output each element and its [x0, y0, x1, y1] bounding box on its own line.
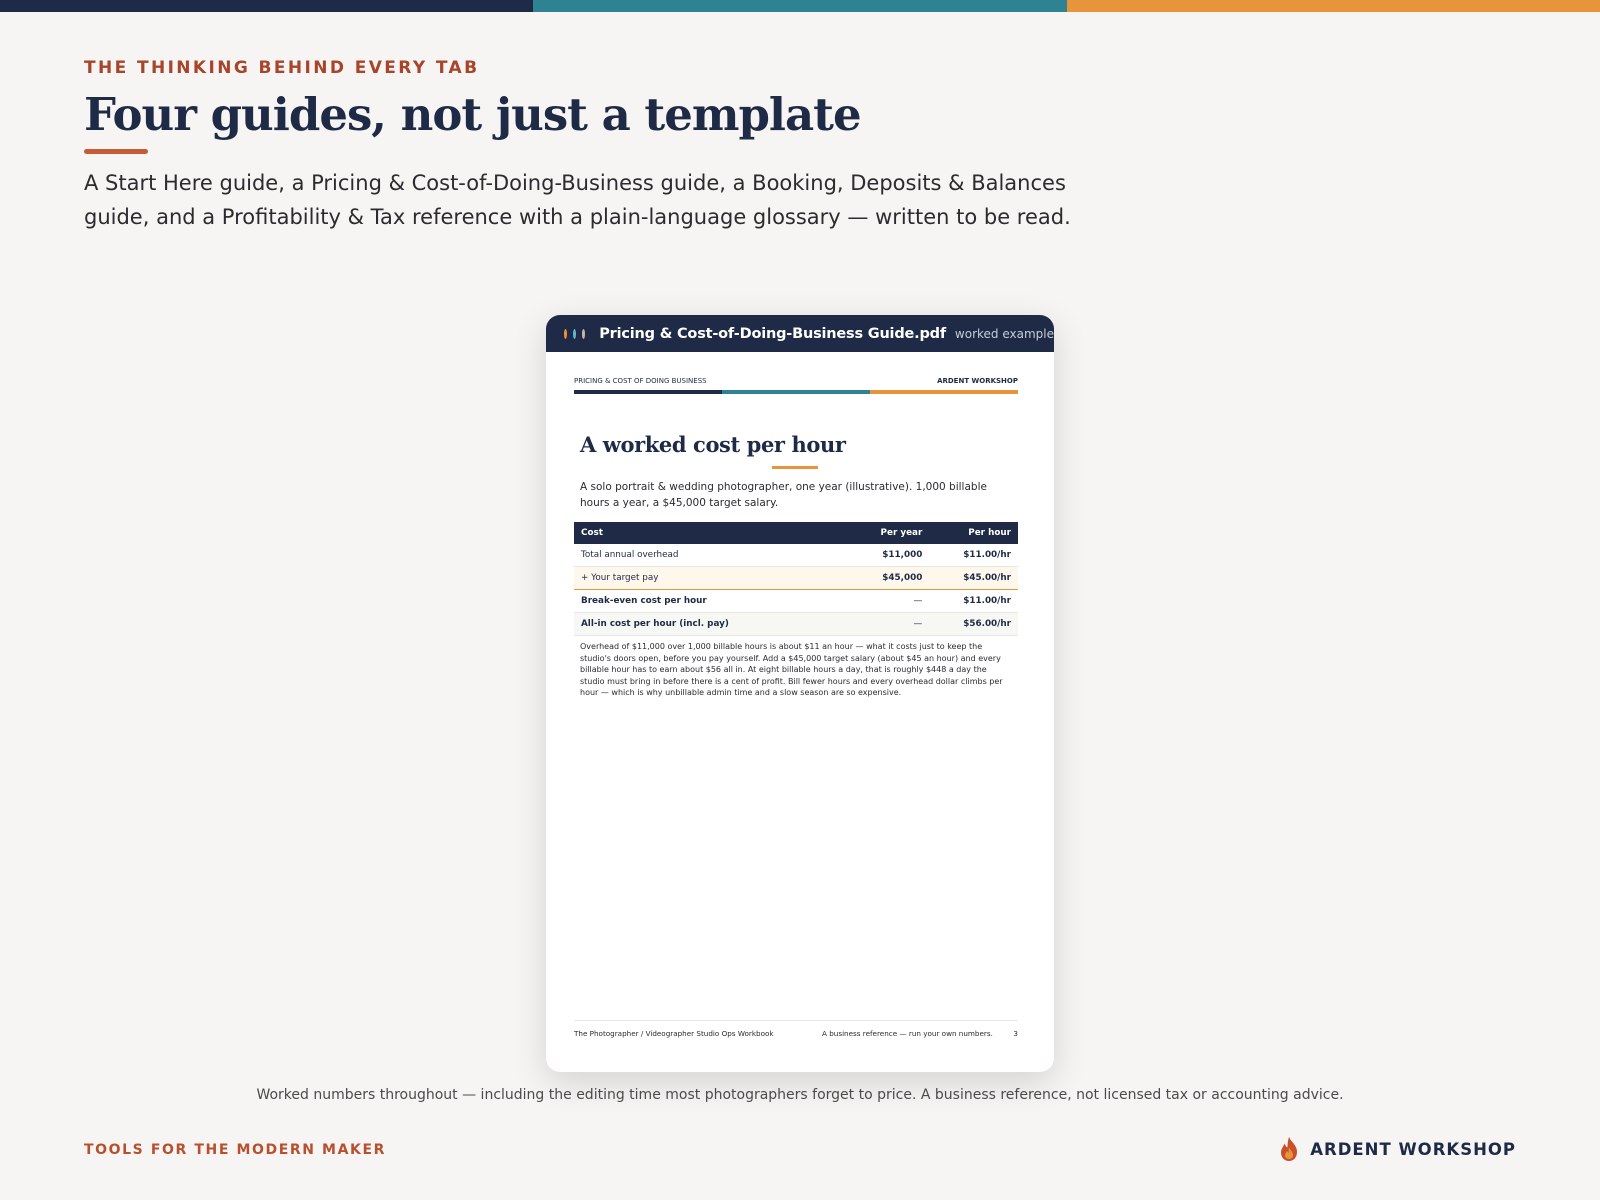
brand-name: ARDENT WORKSHOP — [1310, 1139, 1516, 1159]
flame-icon — [1278, 1136, 1300, 1162]
table-row — [574, 544, 1018, 567]
footer-tagline: TOOLS FOR THE MODERN MAKER — [84, 1142, 387, 1158]
running-head-bar-navy — [574, 390, 722, 394]
table-cell: $56.00/hr — [929, 613, 1018, 636]
table-cell: — — [849, 590, 929, 613]
window-dot-beige — [582, 329, 585, 339]
title-underline — [84, 149, 148, 154]
document-note: Overhead of $11,000 over 1,000 billable hours is about $11 an hour — what it costs just to keep the studio's doors open, before you pay yourself. Add a $45,000 target salary (about $45 an hour) and every billable hour has to earn about $56 all in. At eight billable hours a day, that is roughly $448 a day the studio must bring in before there is a cent of profit. Bill fewer hours and every overhead dollar climbs per hour — which is why unbillable admin time and a slow season are so expensive. — [580, 642, 1003, 698]
lede-text: A Start Here guide, a Pricing & Cost-of-Doing-Business guide, a Booking, Deposits & Balances guide, and a Profitability & Tax reference with a plain-language glossary — written to be read. — [84, 171, 1071, 229]
table-row-total — [574, 590, 1018, 613]
document-page — [546, 352, 1054, 1072]
page-footer-left: The Photographer / Videographer Studio Ops Workbook — [574, 1029, 774, 1038]
page-title: Four guides, not just a template — [84, 88, 861, 141]
viewer-filename: Pricing & Cost-of-Doing-Business Guide.pdf — [599, 325, 946, 342]
table-cell: — — [849, 613, 929, 636]
pdf-viewer-window — [546, 315, 1054, 1072]
top-accent-teal — [533, 0, 1066, 12]
table-row-total — [574, 613, 1018, 636]
top-accent-bar — [0, 0, 1600, 12]
top-accent-orange — [1067, 0, 1600, 12]
table-cell: Total annual overhead — [574, 544, 849, 567]
table-header-per-hour: Per hour — [929, 522, 1018, 544]
page-footer-rule — [574, 1020, 1018, 1021]
running-head-bar-orange — [870, 390, 1018, 394]
table-row-highlight — [574, 567, 1018, 590]
running-head-right: ARDENT WORKSHOP — [937, 377, 1018, 385]
document-intro: A solo portrait & wedding photographer, one year (illustrative). 1,000 billable hours a year, a $45,000 target salary. — [580, 481, 987, 509]
table-cell: Break-even cost per hour — [574, 590, 849, 613]
document-title: A worked cost per hour — [580, 432, 846, 457]
table-cell: All-in cost per hour (incl. pay) — [574, 613, 849, 636]
table-header-cost: Cost — [574, 522, 849, 544]
viewer-title-bar — [546, 315, 1054, 352]
window-dot-teal — [573, 329, 576, 339]
table-cell: $45.00/hr — [929, 567, 1018, 590]
cost-table — [574, 522, 1018, 636]
viewer-tag: worked example — [954, 326, 1054, 341]
page-number: 3 — [1013, 1029, 1018, 1038]
caption: Worked numbers throughout — including the editing time most photographers forget to price. A business reference, not licensed tax or accounting advice. — [256, 1087, 1344, 1103]
table-cell: $11.00/hr — [929, 590, 1018, 613]
table-cell: $11,000 — [849, 544, 929, 567]
eyebrow: THE THINKING BEHIND EVERY TAB — [84, 58, 480, 78]
table-header-per-year: Per year — [849, 522, 929, 544]
document-title-rule — [772, 466, 818, 469]
running-head-bar — [574, 390, 1018, 394]
footer-brand — [1278, 1136, 1516, 1162]
top-accent-navy — [0, 0, 533, 12]
table-header-row — [574, 522, 1018, 544]
table-cell: + Your target pay — [574, 567, 849, 590]
table-cell: $45,000 — [849, 567, 929, 590]
window-dot-orange — [564, 329, 567, 339]
page-footer-mid: A business reference — run your own numbers. — [822, 1029, 993, 1038]
running-head-bar-teal — [722, 390, 870, 394]
table-cell: $11.00/hr — [929, 544, 1018, 567]
running-head-left: PRICING & COST OF DOING BUSINESS — [574, 377, 707, 385]
